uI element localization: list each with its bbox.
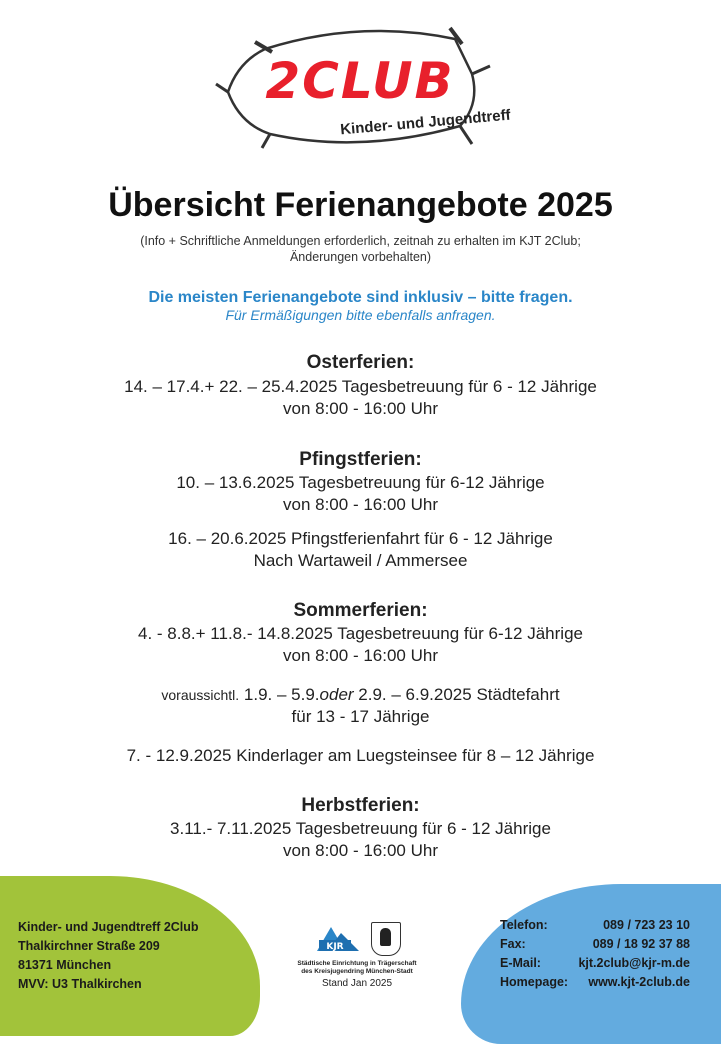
address-line: Thalkirchner Straße 209 bbox=[18, 939, 160, 953]
fax-label: Fax: bbox=[500, 937, 526, 951]
address-line: 81371 München bbox=[18, 958, 112, 972]
contact-fax bbox=[500, 935, 690, 954]
address-line: Kinder- und Jugendtreff 2Club bbox=[18, 920, 199, 934]
contact-phone bbox=[500, 916, 690, 935]
logo-subtitle: Kinder- und Jugendtreff bbox=[339, 106, 512, 139]
osterferien-line1: 14. – 17.4.+ 22. – 25.4.2025 Tagesbetreuung für 6 - 12 Jährige bbox=[124, 377, 597, 396]
club-logo bbox=[210, 14, 510, 164]
contact-email bbox=[500, 954, 690, 973]
heading-sommerferien: Sommerferien: bbox=[293, 600, 428, 621]
osterferien-line2: von 8:00 - 16:00 Uhr bbox=[283, 399, 438, 418]
logo-wordmark: 2CLUB bbox=[265, 52, 455, 110]
page-title: Übersicht Ferienangebote 2025 bbox=[108, 186, 613, 224]
trip-dates-a: 1.9. – 5.9. bbox=[239, 685, 320, 704]
pfingstferien-line2: von 8:00 - 16:00 Uhr bbox=[283, 495, 438, 514]
document-date: Stand Jan 2025 bbox=[321, 978, 393, 989]
heading-osterferien: Osterferien: bbox=[306, 352, 415, 373]
sponsor-logos bbox=[292, 922, 422, 989]
heading-pfingstferien: Pfingstferien: bbox=[299, 449, 422, 470]
munich-crest-icon bbox=[371, 922, 401, 956]
tentative-label: voraussichtl. bbox=[161, 687, 240, 703]
contact-web bbox=[500, 973, 690, 992]
sommerferien-line5: 7. - 12.9.2025 Kinderlager am Luegsteinsee für 8 – 12 Jährige bbox=[126, 746, 595, 765]
or-word: oder bbox=[319, 685, 354, 704]
sponsor-line2: des Kreisjugendring München-Stadt bbox=[301, 968, 413, 975]
email-value: kjt.2club@kjr-m.de bbox=[578, 956, 690, 970]
herbstferien-line2: von 8:00 - 16:00 Uhr bbox=[283, 841, 438, 860]
sommerferien-line1: 4. - 8.8.+ 11.8.- 14.8.2025 Tagesbetreuung für 6-12 Jährige bbox=[138, 624, 583, 643]
kjr-label: KJR bbox=[326, 942, 344, 952]
sommerferien-line4: für 13 - 17 Jährige bbox=[291, 707, 430, 726]
footer bbox=[0, 876, 721, 1030]
pfingstferien-line4: Nach Wartaweil / Ammersee bbox=[253, 551, 468, 570]
sommerferien-line2: von 8:00 - 16:00 Uhr bbox=[283, 646, 438, 665]
heading-herbstferien: Herbstferien: bbox=[301, 795, 420, 816]
phone-label: Telefon: bbox=[500, 918, 548, 932]
info-note-line1: (Info + Schriftliche Anmeldungen erforderlich, zeitnah zu erhalten im KJT 2Club; bbox=[140, 234, 581, 248]
phone-value: 089 / 723 23 10 bbox=[603, 918, 690, 932]
email-label: E-Mail: bbox=[500, 956, 541, 970]
web-label: Homepage: bbox=[500, 975, 569, 989]
address-block bbox=[18, 918, 199, 994]
herbstferien-line1: 3.11.- 7.11.2025 Tagesbetreuung für 6 - 12 Jährige bbox=[170, 819, 551, 838]
sponsor-text bbox=[292, 960, 422, 976]
sponsor-line1: Städtische Einrichtung in Trägerschaft bbox=[297, 960, 417, 967]
pfingstferien-line1: 10. – 13.6.2025 Tagesbetreuung für 6-12 Jährige bbox=[176, 473, 545, 492]
kjr-logo-icon bbox=[313, 923, 363, 955]
address-line: MVV: U3 Thalkirchen bbox=[18, 977, 142, 991]
pfingstferien-line3: 16. – 20.6.2025 Pfingstferienfahrt für 6 - 12 Jährige bbox=[168, 529, 553, 548]
trip-dates-b: 2.9. – 6.9.2025 Städtefahrt bbox=[353, 685, 560, 704]
info-note-line2: Änderungen vorbehalten) bbox=[289, 250, 432, 264]
info-note bbox=[90, 233, 631, 265]
fax-value: 089 / 18 92 37 88 bbox=[592, 937, 690, 951]
inclusive-note: Die meisten Ferienangebote sind inklusiv – bitte fragen. bbox=[148, 289, 573, 306]
sommerferien-line3 bbox=[0, 685, 721, 705]
web-value: www.kjt-2club.de bbox=[588, 975, 690, 989]
contact-block bbox=[500, 916, 690, 992]
discount-note: Für Ermäßigungen bitte ebenfalls anfragen. bbox=[225, 307, 496, 323]
